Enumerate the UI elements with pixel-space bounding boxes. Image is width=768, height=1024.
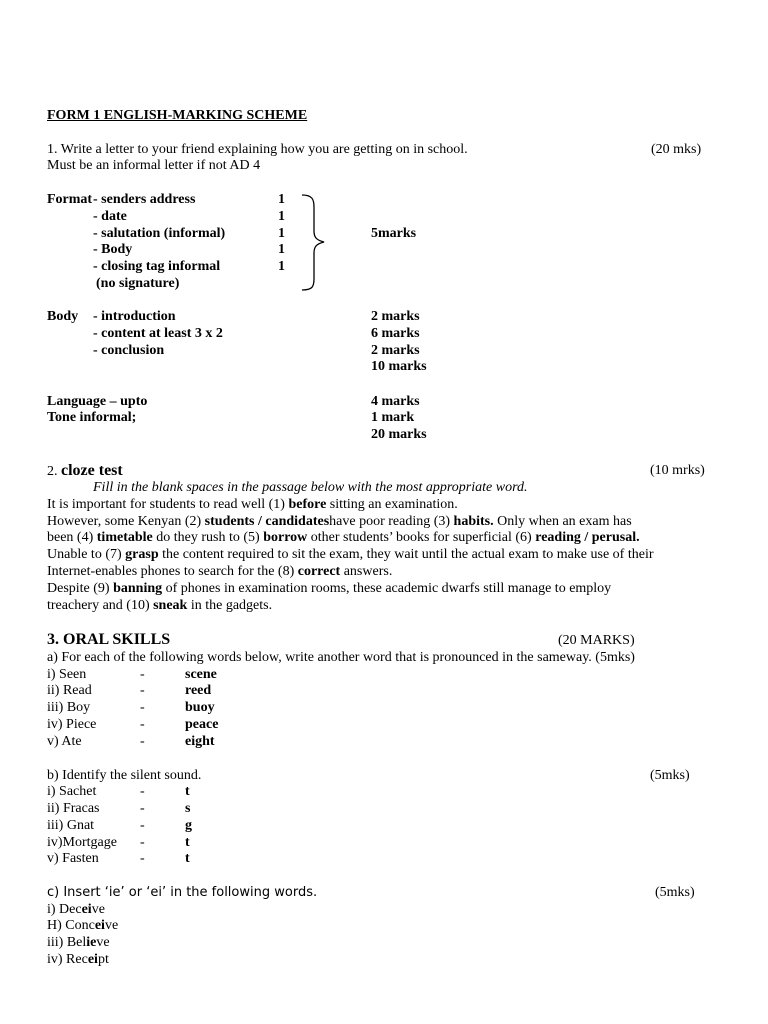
format-item-label: - senders address: [93, 192, 196, 207]
cloze-line: [47, 563, 392, 580]
q3c-answer: ei: [87, 952, 98, 967]
tone-mark: 1 mark: [371, 410, 415, 425]
cloze-text: Internet-enables phones to search for the (8): [47, 564, 298, 579]
q3a-dash: -: [140, 683, 145, 698]
q2-title: cloze test: [61, 462, 123, 479]
q3b-dash: -: [140, 851, 145, 866]
cloze-text: answers.: [340, 564, 393, 579]
cloze-line: [47, 513, 632, 530]
q3a-dash: -: [140, 700, 145, 715]
q3c-prefix: iv) Rec: [47, 952, 88, 967]
q3-marks: (20 MARKS): [558, 633, 635, 648]
q1-marks: (20 mks): [651, 142, 702, 157]
q3a-prompt: a) For each of the following words below, write another word that is pronounced in the sameway. (5mks): [47, 650, 635, 665]
cloze-line: [47, 529, 640, 546]
body-label: Body: [47, 309, 79, 324]
format-item-label: - date: [93, 209, 127, 224]
cloze-text: of phones in examination rooms, these academic dwarfs still manage to employ: [162, 581, 612, 596]
body-item-label: - introduction: [93, 309, 176, 324]
page-title: FORM 1 ENGLISH-MARKING SCHEME: [47, 108, 308, 123]
q3a-answer: eight: [185, 734, 215, 749]
q3a-word: i) Seen: [47, 667, 87, 682]
q3b-answer: t: [185, 851, 190, 866]
language-mark: 4 marks: [371, 394, 420, 409]
q3c-suffix: pt: [97, 952, 109, 967]
cloze-answer: before: [288, 497, 327, 512]
q3b-dash: -: [140, 835, 145, 850]
body-item-label: - conclusion: [93, 343, 165, 358]
q2-heading: [47, 462, 123, 480]
q3b-answer: t: [185, 835, 190, 850]
body-item-mark: 2 marks: [371, 343, 420, 358]
q3-title: 3. ORAL SKILLS: [47, 631, 171, 648]
q3a-dash: -: [140, 667, 145, 682]
tone-label: Tone informal;: [47, 410, 137, 425]
q3c-row: [47, 917, 118, 934]
q3c-row: [47, 901, 105, 918]
body-total: 10 marks: [371, 359, 427, 374]
body-item-mark: 6 marks: [371, 326, 420, 341]
q3a-word: iv) Piece: [47, 717, 97, 732]
cloze-line: [47, 546, 654, 563]
cloze-answer: correct: [297, 564, 341, 579]
format-item-mark: 1: [278, 192, 285, 207]
cloze-answer: borrow: [263, 530, 308, 545]
q3c-row: [47, 951, 109, 968]
cloze-text: Despite (9): [47, 581, 114, 596]
q3a-answer: peace: [185, 717, 219, 732]
format-total: 5marks: [371, 226, 417, 241]
format-item-mark: 1: [278, 259, 285, 274]
q3a-answer: scene: [185, 667, 217, 682]
q3c-suffix: ve: [96, 935, 110, 950]
q1-note: Must be an informal letter if not AD 4: [47, 158, 261, 173]
q3a-dash: -: [140, 717, 145, 732]
q3a-word: v) Ate: [47, 734, 82, 749]
cloze-text: sitting an examination.: [326, 497, 458, 512]
brace-icon: [300, 193, 330, 293]
q3b-answer: g: [185, 818, 192, 833]
q3c-suffix: ve: [104, 918, 119, 933]
q3c-row: [47, 934, 110, 951]
q3c-prefix: i) Dec: [47, 902, 82, 917]
cloze-text: other students’ books for superficial (6): [307, 530, 536, 545]
q3c-prefix: iii) Bel: [47, 935, 87, 950]
cloze-text: treachery and (10): [47, 598, 154, 613]
cloze-text: in the gadgets.: [187, 598, 273, 613]
body-item-label: - content at least 3 x 2: [93, 326, 223, 341]
cloze-line: [47, 496, 458, 513]
cloze-text: It is important for students to read well (1): [47, 497, 289, 512]
q3b-word: ii) Fracas: [47, 801, 100, 816]
q3c-marks: (5mks): [655, 885, 695, 900]
format-item-mark: 1: [278, 226, 285, 241]
format-item-label: - salutation (informal): [93, 226, 226, 241]
q3c-prompt: c) Insert ‘ie’ or ‘ei’ in the following words.: [47, 885, 318, 900]
q2-number: 2.: [47, 464, 58, 479]
q3c-answer: ei: [81, 902, 92, 917]
cloze-text: However, some Kenyan (2): [47, 514, 205, 529]
cloze-answer: habits.: [453, 514, 494, 529]
q3c-answer: ie: [86, 935, 97, 950]
q3b-word: v) Fasten: [47, 851, 99, 866]
format-item-mark: 1: [278, 209, 285, 224]
language-label: Language – upto: [47, 394, 148, 409]
cloze-line: [47, 580, 611, 597]
q3a-dash: -: [140, 734, 145, 749]
cloze-text: been (4): [47, 530, 97, 545]
q2-marks: (10 mrks): [650, 463, 705, 478]
cloze-line: [47, 597, 272, 614]
format-label: Format: [47, 192, 93, 207]
q3b-word: iv)Mortgage: [47, 835, 117, 850]
format-item-label: - Body: [93, 242, 133, 257]
cloze-answer: reading / perusal.: [535, 530, 640, 545]
q3b-word: iii) Gnat: [47, 818, 95, 833]
cloze-text: have poor reading (3): [329, 514, 454, 529]
q3b-prompt: b) Identify the silent sound.: [47, 768, 202, 783]
q3a-word: iii) Boy: [47, 700, 91, 715]
cloze-text: the content required to sit the exam, they wait until the actual exam to make use of their: [158, 547, 654, 562]
q3c-answer: ei: [94, 918, 105, 933]
q3b-dash: -: [140, 784, 145, 799]
cloze-text: do they rush to (5): [152, 530, 264, 545]
q3b-answer: s: [185, 801, 191, 816]
cloze-answer: timetable: [96, 530, 153, 545]
format-item-mark: 1: [278, 242, 285, 257]
q3c-prefix: H) Conc: [47, 918, 95, 933]
grand-total: 20 marks: [371, 427, 427, 442]
format-item-label: - closing tag informal: [93, 259, 221, 274]
q3a-word: ii) Read: [47, 683, 92, 698]
q3b-answer: t: [185, 784, 190, 799]
cloze-answer: grasp: [125, 547, 159, 562]
q3b-dash: -: [140, 818, 145, 833]
body-item-mark: 2 marks: [371, 309, 420, 324]
q3b-word: i) Sachet: [47, 784, 97, 799]
q3c-suffix: ve: [91, 902, 105, 917]
q2-instruction: Fill in the blank spaces in the passage below with the most appropriate word.: [93, 480, 528, 495]
cloze-answer: banning: [113, 581, 163, 596]
q3a-answer: buoy: [185, 700, 215, 715]
cloze-answer: sneak: [153, 598, 188, 613]
q3b-dash: -: [140, 801, 145, 816]
format-extra: (no signature): [96, 276, 180, 291]
q1-prompt: 1. Write a letter to your friend explaining how you are getting on in school.: [47, 142, 468, 157]
cloze-text: Only when an exam has: [493, 514, 632, 529]
q3a-answer: reed: [185, 683, 212, 698]
q3b-marks: (5mks): [650, 768, 690, 783]
cloze-text: Unable to (7): [47, 547, 126, 562]
cloze-answer: students / candidates: [204, 514, 330, 529]
